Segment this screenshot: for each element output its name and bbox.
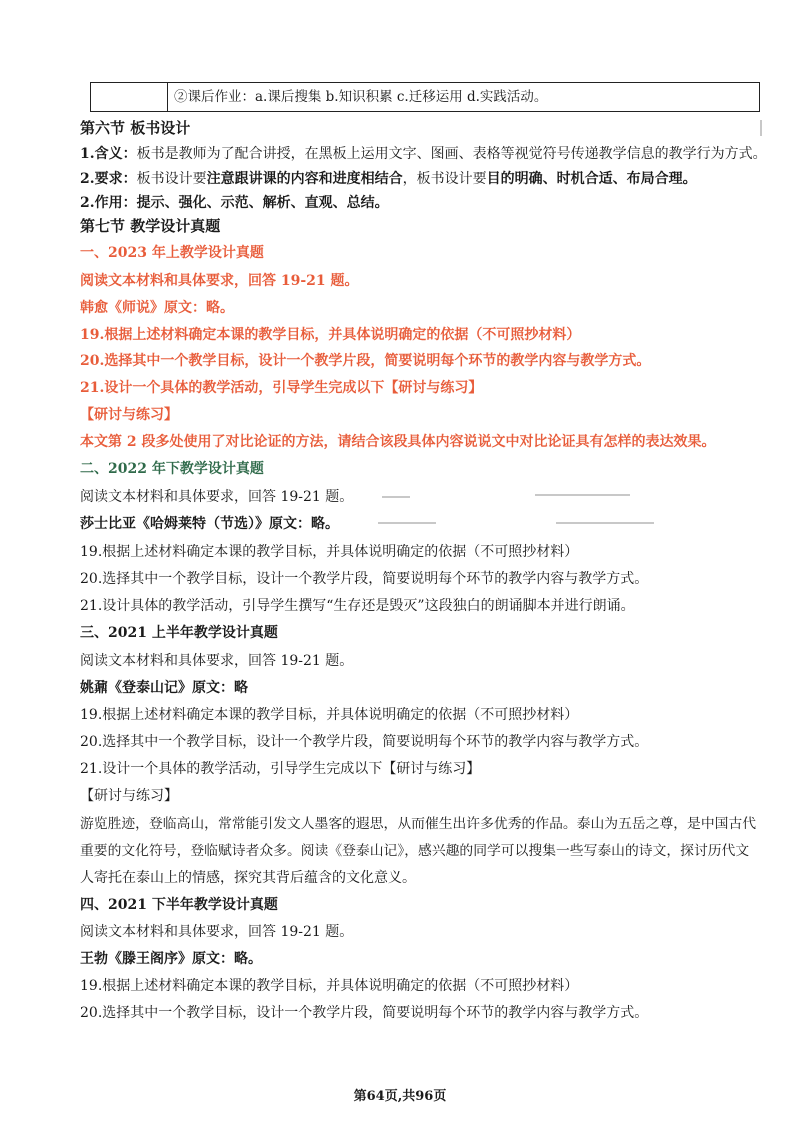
exam2021b-source: 王勃《滕王阁序》原文：略。 bbox=[80, 951, 262, 967]
exam2022-title: 二、2022 年下教学设计真题 bbox=[80, 461, 264, 477]
exam2021b-q19: 19.根据上述材料确定本课的教学目标，并具体说明确定的依据（不可照抄材料） bbox=[80, 978, 579, 994]
exam2022-q21: 21.设计具体的教学活动，引导学生撰写“生存还是毁灭”这段独白的朗诵脚本并进行朗诵。 bbox=[80, 598, 635, 614]
exam2023-q20: 20.选择其中一个教学目标，设计一个教学片段，简要说明每个环节的教学内容与教学方式。 bbox=[80, 353, 651, 369]
exam2022-q19: 19.根据上述材料确定本课的教学目标，并具体说明确定的依据（不可照抄材料） bbox=[80, 544, 579, 560]
table-cell-empty bbox=[91, 83, 168, 111]
table-row bbox=[90, 82, 760, 112]
section6-item3 bbox=[80, 193, 389, 213]
item1-text: 板书是教师为了配合讲授，在黑板上运用文字、图画、表格等视觉符号传递教学信息的教学行为方式。 bbox=[136, 146, 767, 162]
section7-heading: 第七节 教学设计真题 bbox=[80, 217, 221, 235]
exam2022-q20: 20.选择其中一个教学目标，设计一个教学片段，简要说明每个环节的教学内容与教学方式。 bbox=[80, 571, 649, 587]
exam2023-q19: 19.根据上述材料确定本课的教学目标，并具体说明确定的依据（不可照抄材料） bbox=[80, 327, 581, 343]
exam2023-instruction: 阅读文本材料和具体要求，回答 19-21 题。 bbox=[80, 273, 359, 289]
exam2021a-q21: 21.设计一个具体的教学活动，引导学生完成以下【研讨与练习】 bbox=[80, 761, 481, 777]
table-cell-homework: ②课后作业：a.课后搜集 b.知识积累 c.迁移运用 d.实践活动。 bbox=[174, 89, 548, 105]
section6-item1 bbox=[80, 144, 767, 164]
exam2021a-instruction: 阅读文本材料和具体要求，回答 19-21 题。 bbox=[80, 653, 354, 669]
exam2021a-exercise-line2: 重要的文化符号，登临赋诗者众多。阅读《登泰山记》，感兴趣的同学可以搜集一些写泰山的诗文，探讨历代文 bbox=[80, 843, 750, 859]
item2-bold2: 目的明确、时机合适、布局合理。 bbox=[486, 171, 697, 187]
exam2023-exercise-label: 【研讨与练习】 bbox=[80, 407, 178, 423]
scan-smudge bbox=[535, 494, 630, 496]
exam2021a-q20: 20.选择其中一个教学目标，设计一个教学片段，简要说明每个环节的教学内容与教学方式。 bbox=[80, 734, 649, 750]
item2-bold1: 注意跟讲课的内容和进度相结合 bbox=[206, 171, 403, 187]
section6-heading: 第六节 板书设计 bbox=[80, 119, 191, 137]
scan-smudge bbox=[382, 496, 410, 498]
item2-label: 2.要求： bbox=[80, 171, 137, 187]
item2-mid: ，板书设计要 bbox=[402, 171, 487, 187]
exam2023-source: 韩愈《师说》原文：略。 bbox=[80, 300, 234, 316]
exam2021a-source: 姚鼐《登泰山记》原文：略 bbox=[80, 680, 248, 696]
exam2023-exercise-text: 本文第 2 段多处使用了对比论证的方法，请结合该段具体内容说说文中对比论证具有怎样的表达效果。 bbox=[80, 434, 716, 450]
item2-pre: 板书设计要 bbox=[136, 171, 207, 187]
exam2021a-exercise-line1: 游览胜迹，登临高山，常常能引发文人墨客的遐思，从而催生出许多优秀的作品。泰山为五岳之尊，是中国古代 bbox=[80, 816, 757, 832]
exam2021a-q19: 19.根据上述材料确定本课的教学目标，并具体说明确定的依据（不可照抄材料） bbox=[80, 707, 579, 723]
scan-smudge bbox=[378, 522, 436, 524]
scan-smudge bbox=[760, 120, 762, 136]
item3-text: 提示、强化、示范、解析、直观、总结。 bbox=[136, 195, 389, 211]
section6-item2 bbox=[80, 169, 697, 189]
exam2021a-exercise-label: 【研讨与练习】 bbox=[80, 788, 178, 804]
exam2021b-instruction: 阅读文本材料和具体要求，回答 19-21 题。 bbox=[80, 924, 354, 940]
exam2022-source: 莎士比亚《哈姆莱特（节选）》原文：略。 bbox=[80, 516, 339, 532]
item1-label: 1.含义： bbox=[80, 146, 137, 162]
exam2021a-title: 三、2021 上半年教学设计真题 bbox=[80, 625, 278, 641]
scan-smudge bbox=[556, 522, 654, 524]
exam2021b-q20: 20.选择其中一个教学目标，设计一个教学片段，简要说明每个环节的教学内容与教学方式。 bbox=[80, 1005, 649, 1021]
exam2021b-title: 四、2021 下半年教学设计真题 bbox=[80, 897, 278, 913]
item3-label: 2.作用： bbox=[80, 195, 137, 211]
exam2021a-exercise-line3: 人寄托在泰山上的情感，探究其背后蕴含的文化意义。 bbox=[80, 870, 416, 886]
exam2023-title: 一、2023 年上教学设计真题 bbox=[80, 245, 264, 261]
page-number: 第64页,共96页 bbox=[353, 1089, 447, 1104]
exam2023-q21: 21.设计一个具体的教学活动，引导学生完成以下【研讨与练习】 bbox=[80, 380, 483, 396]
exam2022-instruction: 阅读文本材料和具体要求，回答 19-21 题。 bbox=[80, 489, 354, 505]
